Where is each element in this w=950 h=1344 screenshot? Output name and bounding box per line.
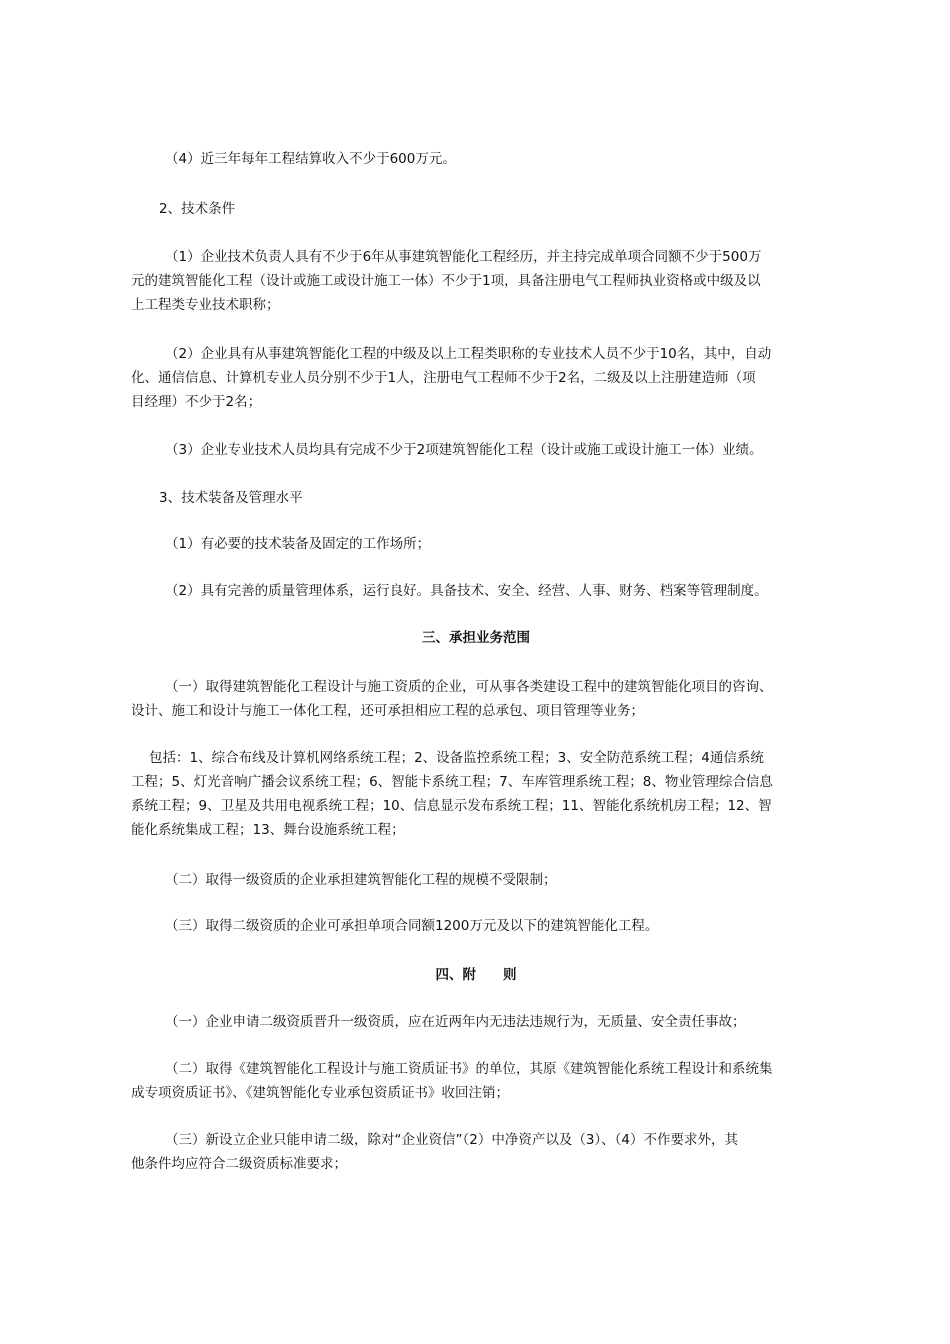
paragraph-level-two-scope — [131, 914, 821, 938]
text-line: 他条件均应符合二级资质标准要求； — [131, 1156, 347, 1172]
paragraph-technical-leader — [131, 245, 821, 317]
section-technical-conditions — [131, 197, 821, 221]
paragraph-level-one-scope — [131, 868, 821, 892]
paragraph-quality-management — [131, 579, 821, 603]
text-line: （二）取得《建筑智能化工程设计与施工资质证书》的单位，其原《建筑智能化系统工程设计和系统集 — [165, 1061, 773, 1077]
text-line: （一）企业申请二级资质晋升一级资质，应在近两年内无违法违规行为，无质量、安全责任事故； — [165, 1014, 746, 1030]
paragraph-upgrade-requirement — [131, 1010, 821, 1034]
text-line: 成专项资质证书》、《建筑智能化专业承包资质证书》收回注销； — [131, 1085, 509, 1101]
paragraph-staff-performance — [131, 438, 821, 462]
text-line: （三）新设立企业只能申请二级，除对“企业资信”（2）中净资产以及（3）、（4）不作要求外，其 — [165, 1132, 739, 1148]
heading-supplementary-provisions: 四、附 则 — [435, 967, 517, 983]
text-line: （2）具有完善的质量管理体系，运行良好。具备技术、安全、经营、人事、财务、档案等管理制度。 — [165, 583, 768, 599]
text-line: （1）企业技术负责人具有不少于6年从事建筑智能化工程经历，并主持完成单项合同额不少于500万 — [165, 249, 762, 265]
text-line: 2、技术条件 — [159, 201, 236, 217]
text-line: （二）取得一级资质的企业承担建筑智能化工程的规模不受限制； — [165, 872, 557, 888]
text-line: （三）取得二级资质的企业可承担单项合同额1200万元及以下的建筑智能化工程。 — [165, 918, 659, 934]
text-line: 化、通信信息、计算机专业人员分别不少于1人，注册电气工程师不少于2名，二级及以上注册建造师（项 — [131, 370, 756, 386]
text-line: 目经理）不少于2名； — [131, 394, 262, 410]
text-line: 能化系统集成工程；13、舞台设施系统工程； — [131, 822, 405, 838]
text-line: 3、技术装备及管理水平 — [159, 490, 303, 506]
paragraph-included-systems — [131, 746, 821, 842]
text-line: 上工程类专业技术职称； — [131, 297, 280, 313]
text-line: （1）有必要的技术装备及固定的工作场所； — [165, 536, 431, 552]
paragraph-net-income — [131, 147, 821, 171]
text-line: 工程；5、灯光音响广播会议系统工程；6、智能卡系统工程；7、车库管理系统工程；8、物业管理综合信息 — [131, 774, 773, 790]
text-line: 包括：1、综合布线及计算机网络系统工程；2、设备监控系统工程；3、安全防范系统工程；4通信系统 — [149, 750, 764, 766]
heading-business-scope: 三、承担业务范围 — [422, 630, 530, 646]
text-line: （一）取得建筑智能化工程设计与施工资质的企业，可从事各类建设工程中的建筑智能化项目的咨询、 — [165, 679, 773, 695]
text-line: （2）企业具有从事建筑智能化工程的中级及以上工程类职称的专业技术人员不少于10名，其中，自动 — [165, 346, 772, 362]
text-line: 设计、施工和设计与施工一体化工程，还可承担相应工程的总承包、项目管理等业务； — [131, 703, 644, 719]
paragraph-equipment — [131, 532, 821, 556]
section-equipment-management — [131, 486, 821, 510]
paragraph-design-construction-scope — [131, 675, 821, 723]
paragraph-technical-staff — [131, 342, 821, 414]
text-line: （3）企业专业技术人员均具有完成不少于2项建筑智能化工程（设计或施工或设计施工一体）业绩。 — [165, 442, 763, 458]
text-line: （4）近三年每年工程结算收入不少于600万元。 — [165, 151, 456, 167]
paragraph-new-enterprise — [131, 1128, 821, 1176]
text-line: 元的建筑智能化工程（设计或施工或设计施工一体）不少于1项，具备注册电气工程师执业资格或中级及以 — [131, 273, 761, 289]
paragraph-certificate-revocation — [131, 1057, 821, 1105]
text-line: 系统工程；9、卫星及共用电视系统工程；10、信息显示发布系统工程；11、智能化系统机房工程；12、智 — [131, 798, 772, 814]
